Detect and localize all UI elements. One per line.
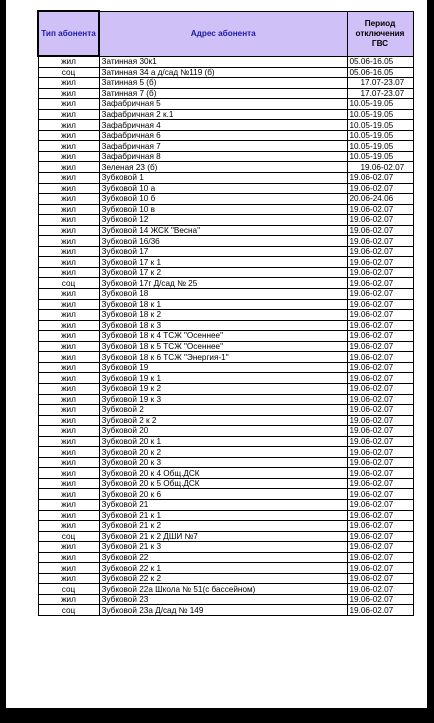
table-row: [38, 373, 413, 384]
table-row: [38, 236, 413, 247]
cell-subscriber-type: жил: [38, 162, 99, 173]
table-row: [38, 299, 413, 310]
cell-subscriber-type: жил: [38, 447, 99, 458]
cell-subscriber-address: Зубковой 22 к 2: [99, 573, 347, 584]
cell-subscriber-type: соц: [38, 531, 99, 542]
table-row: [38, 67, 413, 78]
cell-subscriber-type: жил: [38, 246, 99, 257]
cell-outage-period: 10.05-19.05: [347, 130, 413, 141]
cell-subscriber-address: Зафабричная 2 к.1: [99, 109, 347, 120]
table-row: [38, 151, 413, 162]
cell-subscriber-address: Зубковой 20 к 6: [99, 489, 347, 500]
cell-subscriber-address: Зубковой 20: [99, 426, 347, 437]
cell-subscriber-type: жил: [38, 563, 99, 574]
cell-subscriber-address: Зубковой 2 к 2: [99, 415, 347, 426]
table-row: [38, 56, 413, 67]
cell-subscriber-type: жил: [38, 151, 99, 162]
cell-subscriber-type: жил: [38, 141, 99, 152]
cell-outage-period: 19.06-02.07: [347, 510, 413, 521]
cell-subscriber-address: Зафабричная 5: [99, 99, 347, 110]
cell-outage-period: 10.05-19.05: [347, 120, 413, 131]
cell-subscriber-type: жил: [38, 56, 99, 67]
cell-subscriber-address: Зубковой 18 к 6 ТСЖ "Энергия-1": [99, 352, 347, 363]
cell-outage-period: 17.07-23.07: [347, 78, 413, 89]
table-row: [38, 88, 413, 99]
cell-subscriber-address: Затинная 5 (б): [99, 78, 347, 89]
table-row: [38, 278, 413, 289]
cell-subscriber-type: жил: [38, 489, 99, 500]
cell-subscriber-type: соц: [38, 605, 99, 616]
table-row: [38, 120, 413, 131]
table-row: [38, 215, 413, 226]
cell-subscriber-type: жил: [38, 310, 99, 321]
cell-outage-period: 19.06-02.07: [347, 204, 413, 215]
cell-subscriber-address: Зубковой 22а Школа № 51(с бассейном): [99, 584, 347, 595]
cell-outage-period: 19.06-02.07: [347, 436, 413, 447]
cell-outage-period: 17.07-23.07: [347, 88, 413, 99]
cell-subscriber-type: жил: [38, 341, 99, 352]
cell-outage-period: 19.06-02.07: [347, 362, 413, 373]
cell-subscriber-address: Зубковой 21 к 3: [99, 542, 347, 553]
table-row: [38, 605, 413, 616]
cell-outage-period: 19.06-02.07: [347, 457, 413, 468]
cell-subscriber-type: жил: [38, 109, 99, 120]
cell-subscriber-address: Зубковой 20 к 4 Общ.ДСК: [99, 468, 347, 479]
cell-subscriber-type: жил: [38, 383, 99, 394]
cell-subscriber-address: Зубковой 21 к 2 ДШИ №7: [99, 531, 347, 542]
cell-subscriber-address: Зубковой 1: [99, 173, 347, 184]
table-row: [38, 468, 413, 479]
table-row: [38, 173, 413, 184]
cell-subscriber-type: жил: [38, 468, 99, 479]
cell-outage-period: 19.06-02.07: [347, 383, 413, 394]
cell-outage-period: 19.06-02.07: [347, 521, 413, 532]
cell-subscriber-address: Зубковой 18 к 2: [99, 310, 347, 321]
table-body: [38, 56, 413, 615]
table-row: [38, 225, 413, 236]
header-subscriber-address: Адрес абонента: [99, 11, 347, 56]
cell-outage-period: 19.06-02.07: [347, 468, 413, 479]
cell-outage-period: 20.06-24.06: [347, 194, 413, 205]
cell-subscriber-type: жил: [38, 130, 99, 141]
cell-outage-period: 19.06-02.07: [347, 405, 413, 416]
table-row: [38, 162, 413, 173]
cell-subscriber-type: жил: [38, 521, 99, 532]
table-row: [38, 594, 413, 605]
cell-outage-period: 19.06-02.07: [347, 573, 413, 584]
cell-outage-period: 19.06-02.07: [347, 289, 413, 300]
cell-subscriber-address: Затинная 7 (б): [99, 88, 347, 99]
cell-subscriber-type: жил: [38, 289, 99, 300]
table-row: [38, 573, 413, 584]
table-row: [38, 405, 413, 416]
table-row: [38, 320, 413, 331]
cell-subscriber-type: жил: [38, 573, 99, 584]
cell-subscriber-address: Зубковой 20 к 1: [99, 436, 347, 447]
table-row: [38, 521, 413, 532]
cell-subscriber-address: Зубковой 17 к 1: [99, 257, 347, 268]
cell-subscriber-address: Зубковой 21 к 1: [99, 510, 347, 521]
cell-outage-period: 19.06-02.07: [347, 162, 413, 173]
table-row: [38, 436, 413, 447]
cell-subscriber-type: жил: [38, 352, 99, 363]
cell-subscriber-type: жил: [38, 478, 99, 489]
table-row: [38, 584, 413, 595]
cell-subscriber-type: жил: [38, 204, 99, 215]
cell-outage-period: 19.06-02.07: [347, 225, 413, 236]
table-row: [38, 383, 413, 394]
table-row: [38, 267, 413, 278]
table-row: [38, 499, 413, 510]
cell-subscriber-address: Зубковой 18 к 3: [99, 320, 347, 331]
cell-subscriber-address: Зубковой 23: [99, 594, 347, 605]
cell-outage-period: 19.06-02.07: [347, 563, 413, 574]
cell-outage-period: 19.06-02.07: [347, 531, 413, 542]
cell-outage-period: 19.06-02.07: [347, 246, 413, 257]
cell-subscriber-type: жил: [38, 120, 99, 131]
cell-subscriber-address: Зубковой 21: [99, 499, 347, 510]
cell-outage-period: 19.06-02.07: [347, 552, 413, 563]
cell-outage-period: 19.06-02.07: [347, 394, 413, 405]
cell-outage-period: 10.05-19.05: [347, 151, 413, 162]
cell-outage-period: 19.06-02.07: [347, 310, 413, 321]
cell-subscriber-address: Зубковой 17 к 2: [99, 267, 347, 278]
cell-subscriber-address: Зубковой 10 в: [99, 204, 347, 215]
cell-subscriber-type: жил: [38, 331, 99, 342]
cell-outage-period: 19.06-02.07: [347, 605, 413, 616]
cell-subscriber-address: Зубковой 18: [99, 289, 347, 300]
table-row: [38, 531, 413, 542]
table-row: [38, 426, 413, 437]
cell-subscriber-type: жил: [38, 415, 99, 426]
cell-subscriber-address: Зубковой 19 к 1: [99, 373, 347, 384]
cell-outage-period: 19.06-02.07: [347, 331, 413, 342]
table-row: [38, 78, 413, 89]
cell-outage-period: 19.06-02.07: [347, 584, 413, 595]
cell-outage-period: 19.06-02.07: [347, 267, 413, 278]
cell-subscriber-address: Зубковой 10 б: [99, 194, 347, 205]
cell-outage-period: 19.06-02.07: [347, 415, 413, 426]
table-row: [38, 204, 413, 215]
table-row: [38, 130, 413, 141]
cell-subscriber-type: жил: [38, 457, 99, 468]
cell-outage-period: 19.06-02.07: [347, 278, 413, 289]
cell-subscriber-address: Зубковой 2: [99, 405, 347, 416]
cell-subscriber-address: Зубковой 22: [99, 552, 347, 563]
cell-outage-period: 19.06-02.07: [347, 373, 413, 384]
cell-subscriber-type: жил: [38, 320, 99, 331]
table-row: [38, 563, 413, 574]
table-row: [38, 362, 413, 373]
table-row: [38, 341, 413, 352]
cell-outage-period: 05.06-16.05: [347, 67, 413, 78]
cell-outage-period: 19.06-02.07: [347, 341, 413, 352]
table-row: [38, 457, 413, 468]
table-row: [38, 109, 413, 120]
cell-subscriber-type: жил: [38, 436, 99, 447]
table-row: [38, 552, 413, 563]
table-row: [38, 447, 413, 458]
cell-subscriber-type: жил: [38, 362, 99, 373]
cell-subscriber-type: жил: [38, 426, 99, 437]
cell-subscriber-type: жил: [38, 499, 99, 510]
cell-subscriber-type: жил: [38, 257, 99, 268]
cell-subscriber-type: жил: [38, 552, 99, 563]
cell-subscriber-type: жил: [38, 183, 99, 194]
cell-subscriber-address: Зубковой 19: [99, 362, 347, 373]
cell-subscriber-address: Зубковой 22 к 1: [99, 563, 347, 574]
cell-subscriber-type: жил: [38, 267, 99, 278]
cell-subscriber-type: жил: [38, 215, 99, 226]
cell-subscriber-type: жил: [38, 194, 99, 205]
cell-subscriber-type: жил: [38, 373, 99, 384]
cell-subscriber-address: Затинная 34 а д/сад №119 (б): [99, 67, 347, 78]
cell-outage-period: 19.06-02.07: [347, 257, 413, 268]
table-row: [38, 257, 413, 268]
cell-outage-period: 19.06-02.07: [347, 299, 413, 310]
cell-subscriber-address: Зафабричная 8: [99, 151, 347, 162]
cell-subscriber-type: жил: [38, 225, 99, 236]
table-row: [38, 415, 413, 426]
cell-subscriber-address: Зубковой 20 к 3: [99, 457, 347, 468]
cell-outage-period: 19.06-02.07: [347, 320, 413, 331]
cell-subscriber-address: Зубковой 18 к 4 ТСЖ "Осеннее": [99, 331, 347, 342]
cell-subscriber-type: жил: [38, 510, 99, 521]
cell-outage-period: 10.05-19.05: [347, 109, 413, 120]
cell-outage-period: 19.06-02.07: [347, 215, 413, 226]
cell-subscriber-address: Зубковой 16/36: [99, 236, 347, 247]
cell-subscriber-type: жил: [38, 236, 99, 247]
cell-subscriber-address: Зубковой 14 ЖСК "Весна": [99, 225, 347, 236]
table-row: [38, 478, 413, 489]
cell-subscriber-type: соц: [38, 67, 99, 78]
cell-subscriber-address: Зубковой 19 к 2: [99, 383, 347, 394]
cell-subscriber-address: Зубковой 20 к 2: [99, 447, 347, 458]
cell-subscriber-type: соц: [38, 278, 99, 289]
cell-outage-period: 19.06-02.07: [347, 447, 413, 458]
table-row: [38, 542, 413, 553]
cell-subscriber-address: Зубковой 12: [99, 215, 347, 226]
table-row: [38, 246, 413, 257]
cell-subscriber-address: Зубковой 23а Д/сад № 149: [99, 605, 347, 616]
cell-subscriber-address: Зубковой 10 а: [99, 183, 347, 194]
cell-outage-period: 19.06-02.07: [347, 352, 413, 363]
cell-outage-period: 05.06-16.05: [347, 56, 413, 67]
cell-subscriber-address: Зубковой 19 к 3: [99, 394, 347, 405]
header-row: [38, 11, 413, 56]
cell-subscriber-type: жил: [38, 542, 99, 553]
cell-subscriber-type: жил: [38, 78, 99, 89]
cell-subscriber-address: Зафабричная 4: [99, 120, 347, 131]
table-row: [38, 352, 413, 363]
table-row: [38, 141, 413, 152]
table-row: [38, 310, 413, 321]
cell-subscriber-address: Зубковой 18 к 5 ТСЖ "Осеннее": [99, 341, 347, 352]
header-subscriber-type: Тип абонента: [38, 11, 99, 56]
cell-subscriber-type: жил: [38, 405, 99, 416]
cell-subscriber-type: жил: [38, 594, 99, 605]
cell-outage-period: 19.06-02.07: [347, 426, 413, 437]
document-page: [6, 0, 427, 708]
cell-subscriber-type: жил: [38, 299, 99, 310]
cell-outage-period: 10.05-19.05: [347, 141, 413, 152]
cell-subscriber-address: Зеленая 23 (б): [99, 162, 347, 173]
cell-subscriber-address: Зубковой 18 к 1: [99, 299, 347, 310]
table-row: [38, 331, 413, 342]
cell-subscriber-type: жил: [38, 88, 99, 99]
table-row: [38, 510, 413, 521]
cell-subscriber-address: Зубковой 20 к 5 Общ.ДСК: [99, 478, 347, 489]
header-outage-period: Период отключения ГВС: [347, 11, 413, 56]
table-row: [38, 99, 413, 110]
cell-subscriber-type: соц: [38, 584, 99, 595]
cell-subscriber-type: жил: [38, 394, 99, 405]
cell-subscriber-address: Зубковой 17: [99, 246, 347, 257]
cell-subscriber-type: жил: [38, 173, 99, 184]
cell-subscriber-address: Зафабричная 7: [99, 141, 347, 152]
cell-outage-period: 19.06-02.07: [347, 499, 413, 510]
cell-outage-period: 10.05-19.05: [347, 99, 413, 110]
table-row: [38, 394, 413, 405]
hot-water-outage-table: [37, 10, 414, 616]
cell-outage-period: 19.06-02.07: [347, 173, 413, 184]
cell-subscriber-address: Зафабричная 6: [99, 130, 347, 141]
cell-subscriber-address: Зубковой 21 к 2: [99, 521, 347, 532]
cell-outage-period: 19.06-02.07: [347, 594, 413, 605]
table-row: [38, 194, 413, 205]
cell-subscriber-type: жил: [38, 99, 99, 110]
table-row: [38, 489, 413, 500]
cell-outage-period: 19.06-02.07: [347, 478, 413, 489]
cell-outage-period: 19.06-02.07: [347, 236, 413, 247]
cell-outage-period: 19.06-02.07: [347, 489, 413, 500]
cell-subscriber-address: Зубковой 17г Д/сад № 25: [99, 278, 347, 289]
table-row: [38, 289, 413, 300]
cell-outage-period: 19.06-02.07: [347, 542, 413, 553]
cell-outage-period: 19.06-02.07: [347, 183, 413, 194]
table-row: [38, 183, 413, 194]
cell-subscriber-address: Затинная 30к1: [99, 56, 347, 67]
